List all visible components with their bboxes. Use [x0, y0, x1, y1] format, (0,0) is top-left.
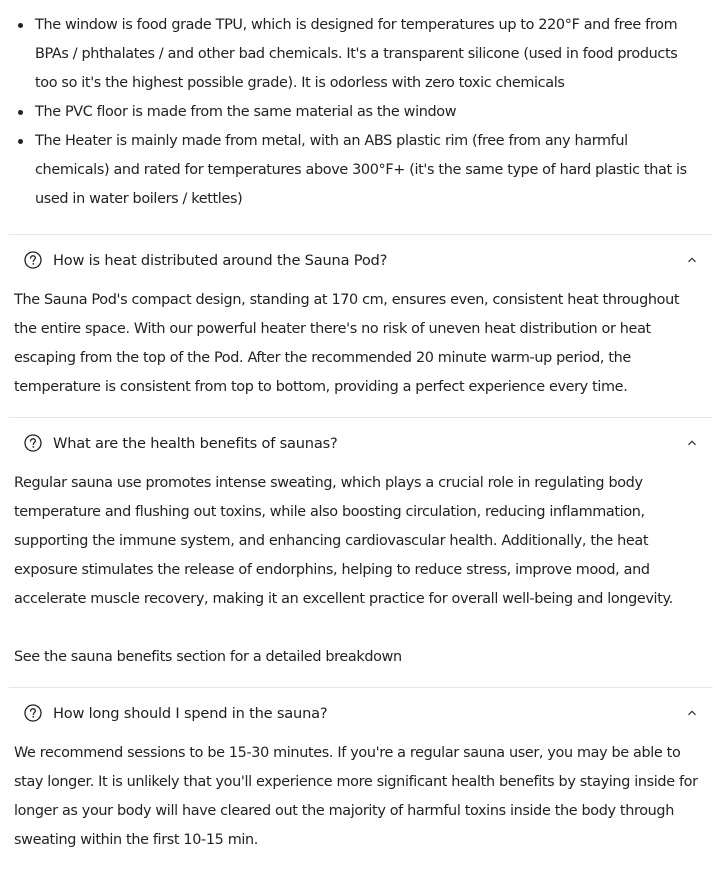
faq-question: How is heat distributed around the Sauna Pod? — [53, 252, 388, 269]
list-item: The Heater is mainly made from metal, with an ABS plastic rim (free from any harmful chemicals) and rated for temperatures above 300°F+ (it's the same type of hard plastic that is used in water boilers / kettles) — [35, 127, 700, 214]
chevron-up-icon[interactable] — [687, 439, 697, 447]
list-item: The PVC floor is made from the same material as the window — [35, 98, 700, 127]
faq-answer-text: The Sauna Pod's compact design, standing at 170 cm, ensures even, consistent heat throughout the entire space. With our powerful heater there's no risk of uneven heat distribution or heat escaping from the top of the Pod. After the recommended 20 minute warm-up period, the temperature is consistent from top to bottom, providing a perfect experience every time. — [14, 292, 680, 395]
chevron-up-icon[interactable] — [687, 256, 697, 264]
chevron-up-icon[interactable] — [687, 709, 697, 717]
faq-answer — [0, 469, 718, 672]
question-circle-icon — [24, 434, 42, 452]
faq-question: What are the health benefits of saunas? — [53, 435, 338, 452]
faq-answer — [0, 286, 718, 402]
faq-answer-text: See the sauna benefits section for a detailed breakdown — [14, 649, 402, 665]
faq-question: How long should I spend in the sauna? — [53, 705, 328, 722]
materials-list — [0, 0, 700, 214]
question-circle-icon — [24, 704, 42, 722]
faq-answer-text: Regular sauna use promotes intense sweating, which plays a crucial role in regulating body temperature and flushing out toxins, while also boosting circulation, reducing inflammation, supporting the immune system, and enhancing cardiovascular health. Additionally, the heat exposure stimulates the release of endorphins, helping to reduce stress, improve mood, and accelerate muscle recovery, making it an excellent practice for overall well-being and longevity. — [14, 475, 673, 607]
question-circle-icon — [24, 251, 42, 269]
faq-answer — [0, 739, 718, 855]
faq-answer-text: We recommend sessions to be 15-30 minutes. If you're a regular sauna user, you may be able to stay longer. It is unlikely that you'll experience more significant health benefits by staying inside for longer as your body will have cleared out the majority of harmful toxins inside the body through sweating within the first 10-15 min. — [14, 745, 698, 848]
list-item: The window is food grade TPU, which is designed for temperatures up to 220°F and free from BPAs / phthalates / and other bad chemicals. It's a transparent silicone (used in food products too so it's the highest possible grade). It is odorless with zero toxic chemicals — [35, 11, 700, 98]
faq-toggle-health-benefits[interactable] — [9, 418, 713, 469]
faq-toggle-heat-distribution[interactable] — [9, 235, 713, 286]
faq-toggle-session-length[interactable] — [9, 688, 713, 739]
